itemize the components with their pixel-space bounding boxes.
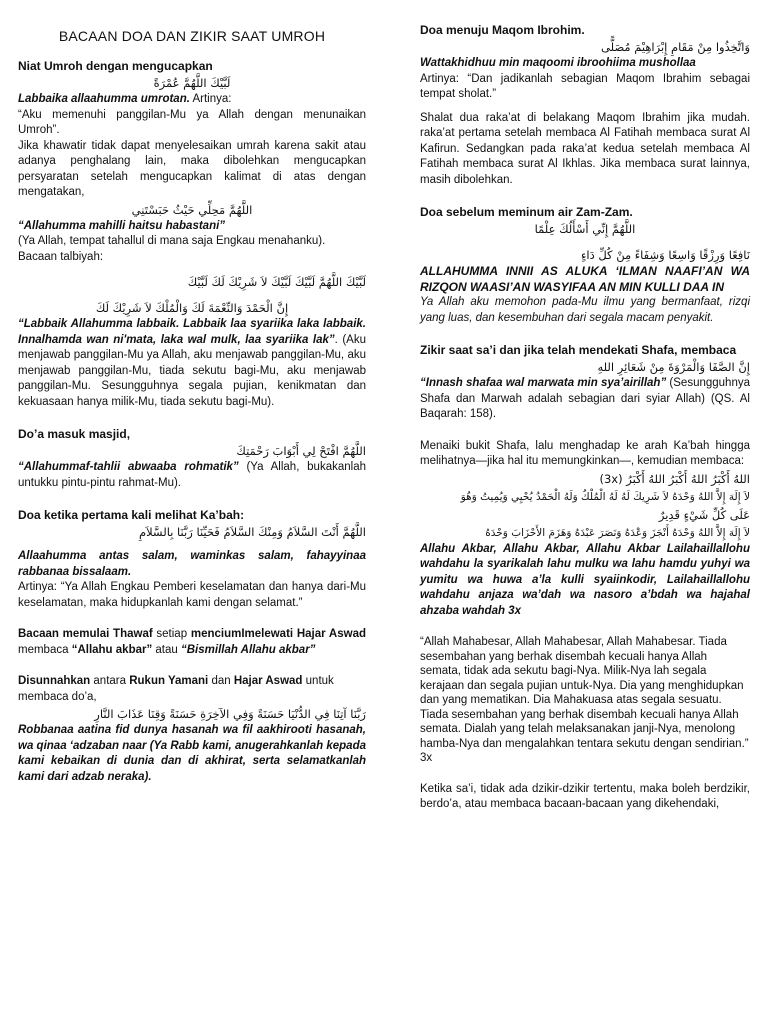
right-column xyxy=(420,22,750,813)
sunnah-paragraph xyxy=(18,674,366,705)
safa-paragraph xyxy=(420,376,750,423)
talbiyah-label: Bacaan talbiyah: xyxy=(18,250,104,263)
takbir-3x-label: (3x) xyxy=(599,471,623,486)
thawaf-label-7: “Bismillah Allahu akbar” xyxy=(181,643,316,656)
safa-arabic: إِنَّ الصَّفَا وَالْمَرْوَةَ مِنْ شَعَائِرِ اللهِ xyxy=(597,360,750,374)
thawaf-label-4: membaca xyxy=(18,643,72,656)
masjid-meaning: (Ya Allah, bukakanlah untukku pintu-pintu rahmat-Mu). xyxy=(18,461,366,489)
kabah-arabic: اللَّهُمَّ أَنْتَ السَّلاَمُ وَمِنْكَ السَّلاَمُ فَحَيِّنَا رَبَّنَا بِالسَّلاَمِ xyxy=(138,525,366,539)
masjid-paragraph xyxy=(18,460,366,491)
takbir-arabic-2: لاَ إِلَهَ إِلاَّ اللهُ وَحْدَهُ لاَ شَرِيكَ لَهُ لَهُ الْمُلْكُ وَلَهُ الْحَمْدُ يُحْيِي وَيُمِيتُ وَهُوَ xyxy=(460,490,750,503)
thawaf-paragraph xyxy=(18,627,366,658)
rabbana-arabic: رَبَّنَا آتِنَا فِي الدُّنْيَا حَسَنَةً وَفِي الآخِرَةِ حَسَنَةً وَقِنَا عَذَابَ النَّارِ xyxy=(94,707,366,721)
takbir-latin: Allahu Akbar, Allahu Akbar, Allahu Akbar Lailahaillallohu wahdahu la syarikalah lahu mulku wa lahu hamdu yuhyi wa yumitu wa huwa a’la kulli syaiinkodir, Lailahaillallohu wahdahu anjaza wa’dah wa nasoro a’bdah wa hajahal ahzaba wahdah 3x xyxy=(420,542,750,617)
zamzam-heading: Doa sebelum meminum air Zam-Zam. xyxy=(420,205,633,219)
safa-latin: “Innash shafaa wal marwata min sya’airillah” xyxy=(420,377,667,389)
sholat-text: Shalat dua raka’at di belakang Maqom Ibrahim jika mudah. raka’at pertama setelah membaca Al Fatihah membaca surat Al Kafirun. Sedangkan pada raka’at kedua setelah membaca Al Fatihah membaca surat Al Ikhlas. Jika membaca surat lainnya, masih dibolehkan. xyxy=(420,111,750,186)
thawaf-label-5: “Allahu akbar” xyxy=(71,643,153,656)
niat-condition: Jika khawatir tidak dapat menyelesaikan umrah karena sakit atau adanya penghalang lain, maka dibolehkan mengucapkan persyaratan setelah mengucapkan kalimat di atas dengan mengatakan, xyxy=(18,139,366,198)
sunnah-label-1: Disunnahkan xyxy=(18,675,91,687)
talbiyah-arabic-2: إِنَّ الْحَمْدَ وَالنِّعْمَةَ لَكَ وَالْمُلْكَ لاَ شَرِيْكَ لَكَ xyxy=(95,301,289,315)
kabah-latin: Allaahumma antas salam, waminkas salam, fahayyinaa rabbanaa bissalaam. xyxy=(18,550,366,578)
zamzam-arabic-1: اللَّهُمَّ إِنِّي أَسْأَلُكَ عِلْمًا xyxy=(534,222,636,236)
maqom-latin: Wattakhidhuu min maqoomi ibroohiima mushollaa xyxy=(420,57,696,69)
page-title: BACAAN DOA DAN ZIKIR SAAT UMROH xyxy=(58,28,326,44)
kabah-meaning: Artinya: “Ya Allah Engkau Pemberi keselamatan dan hanya dari-Mu keselamatan, maka hidupkanlah kami dengan selamat.” xyxy=(18,581,366,609)
sunnah-label-6: untuk membaca do’a, xyxy=(18,675,334,703)
talbiyah-arabic-1: لَبَّيْكَ اللَّهُمَّ لَبَّيْكَ لَبَّيْكَ لاَ شَرِيْكَ لَكَ لَبَّيْكَ xyxy=(187,275,366,289)
maqom-arabic: وَاتَّخِذُوا مِنْ مَقَامِ إِبْرَاهِيْمَ مُصَلًّى xyxy=(601,40,750,54)
niat-artinya: Artinya: xyxy=(192,93,232,105)
maqom-meaning: Artinya: “Dan jadikanlah sebagian Maqom Ibrahim sebagai tempat sholat.” xyxy=(420,72,750,100)
climb-text: Menaiki bukit Shafa, lalu menghadap ke arah Ka’bah hingga melihatnya—jika hal itu memungkinkan—, kemudian membaca: xyxy=(420,439,750,467)
rabbana-latin: Robbanaa aatina fid dunya hasanah wa fil aakhirooti hasanah, wa qinaa ‘adzaban naar (Ya Rabb kami, anugerahkanlah kepada kami kebaikan di dunia dan di akhirat, serta selamatkanlah kami dari adzab neraka). xyxy=(18,724,366,783)
tahallul-meaning: (Ya Allah, tempat tahallul di mana saja Engkau menahanku). xyxy=(18,235,326,247)
niat-heading: Niat Umroh dengan mengucapkan xyxy=(18,59,213,73)
masjid-arabic: اللَّهُمَّ افْتَحْ لِي أَبْوَابَ رَحْمَتِكَ xyxy=(236,444,366,458)
takbir-meaning-1: “Allah Mahabesar, Allah Mahabesar, Allah Mahabesar. Tiada sesembahan yang berhak disembah kecuali hanya Allah semata, tidak ada sekutu bagi-Nya. Milik-Nya lah segala kerajaan dan segala pujian untuk-Nya. Dia yang menghidupkan dan yang mematikan. Dia Mahakuasa atas segala sesuatu. xyxy=(420,636,744,706)
thawaf-label-1: Bacaan memulai Thawaf xyxy=(18,628,153,640)
masjid-latin: “Allahummaf-tahlii abwaaba rohmatik” xyxy=(18,461,239,473)
sunnah-label-4: dan xyxy=(208,675,234,687)
thawaf-label-2: setiap xyxy=(152,628,191,640)
talbiyah-paragraph xyxy=(18,317,366,410)
takbir-arabic-1: اللهُ أَكْبَرُ اللهُ أَكْبَرُ اللهُ أَكْبَرُ xyxy=(626,471,750,486)
tahallul-latin: “Allahumma mahilli haitsu habastani” xyxy=(18,219,226,232)
takbir-meaning-2: Tiada sesembahan yang berhak disembah kecuali hanya Allah semata. Dialah yang telah melaksanakan janji-Nya, menolong hamba-Nya dan mengalahkan tentara sekutu dengan sendirian.” 3x xyxy=(420,708,749,764)
kabah-heading: Doa ketika pertama kali melihat Ka’bah: xyxy=(18,508,245,522)
tahallul-arabic: اللَّهُمَّ مَحِلِّي حَيْثُ حَبَسْتَنِي xyxy=(131,202,253,217)
thawaf-label-6: atau xyxy=(152,643,181,656)
talbiyah-meaning: . (Aku menjawab panggilan-Mu ya Allah, aku menjawab panggilan-Mu, aku menjawab panggilan-Mu, tiada sekutu bagi-Mu, aku menjawab panggilan-Mu. Sesungguhnya segala pujian, kenikmatan dan kekuasaan hanya milik-Mu, tiada sekutu bagi-Mu). xyxy=(18,333,366,408)
sai-text: Ketika sa’i, tidak ada dzikir-dzikir tertentu, maka boleh berdzikir, berdo’a, atau membaca bacaan-bacaan yang dikehendaki, xyxy=(420,782,750,810)
niat-arabic: لَبَّيْكَ اللَّهُمَّ عُمْرَةً xyxy=(153,76,231,90)
maqom-heading: Doa menuju Maqom Ibrohim. xyxy=(420,23,585,37)
left-column xyxy=(18,22,366,785)
zamzam-meaning: Ya Allah aku memohon pada-Mu ilmu yang bermanfaat, rizqi yang luas, dan kesembuhan dari segala macam penyakit. xyxy=(420,296,750,324)
niat-latin-line xyxy=(18,92,366,108)
sunnah-label-2: antara xyxy=(90,675,130,687)
takbir-arabic-3: عَلَى كُلِّ شَيْءٍ قَدِيرٌ xyxy=(658,507,750,522)
zamzam-latin: ALLAHUMMA INNII AS ALUKA ‘ILMAN NAAFI’AN WA RIZQON WAASI’AN WASYIFAA AN MIN KULLI DAA IN xyxy=(420,264,750,294)
safa-meaning: (Sesungguhnya Shafa dan Marwah adalah sebagian dari syiar Allah) (QS. Al Baqarah: 158). xyxy=(420,377,750,420)
niat-latin: Labbaika allaahumma umrotan. xyxy=(18,93,190,105)
takbir-arabic-4: لاَ إِلَهَ إِلاَّ اللهُ وَحْدَهُ أَنْجَزَ وَعْدَهُ وَنَصَرَ عَبْدَهُ وَهَزَمَ الأَحْزَابَ وَحْدَهُ xyxy=(485,526,750,539)
zamzam-arabic-2: نَافِعًا وَرِزْقًا وَاسِعًا وَشِفَاءً مِنْ كُلِّ دَاءٍ xyxy=(580,248,750,262)
thawaf-label-3: menciumImelewati Hajar Aswad xyxy=(190,628,366,640)
safa-heading: Zikir saat sa’i dan jika telah mendekati Shafa, membaca xyxy=(420,343,737,357)
masjid-heading: Do’a masuk masjid, xyxy=(18,427,131,441)
takbir-arabic-1-line xyxy=(420,470,750,488)
sunnah-label-5: Hajar Aswad xyxy=(233,675,303,687)
talbiyah-latin: “Labbaik Allahumma labbaik. Labbaik laa syariika laka labbaik. Innalhamda wan ni'mata, laka wal mulk, laa syariika lak” xyxy=(18,318,366,346)
niat-meaning: “Aku memenuhi panggilan-Mu ya Allah dengan menunaikan Umroh”. xyxy=(18,108,366,136)
sunnah-label-3: Rukun Yamani xyxy=(129,675,209,687)
